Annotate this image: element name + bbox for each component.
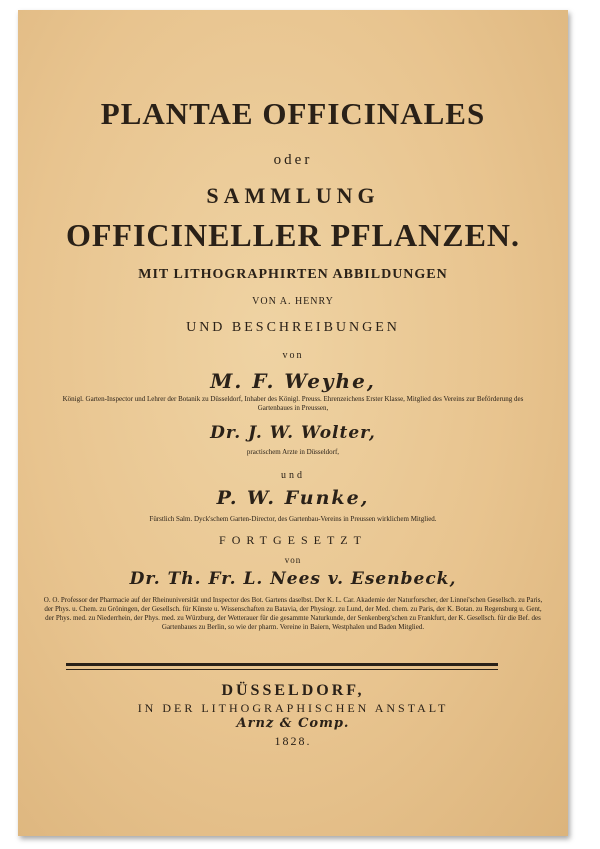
author-funke-description: Fürstlich Salm. Dyck'schem Garten-Director, des Gartenbau-Vereins in Preussen wirklichem Mitglied.	[149, 515, 437, 523]
von-text-2: von	[284, 555, 302, 565]
author-wolter: Dr. J. W. Wolter,	[210, 423, 376, 443]
imprint-city: DÜSSELDORF,	[221, 682, 365, 699]
und-text: und	[281, 470, 305, 481]
author-wolter-description: practischem Arzte in Düsseldorf,	[246, 448, 340, 456]
imprint-firm: Arnz & Comp.	[236, 716, 350, 731]
sammlung-text: SAMMLUNG	[206, 183, 380, 208]
author-nees-description: O. O. Professor der Pharmacie auf der Rheinuniversität und Inspector des Bot. Gartens daselbst. Der K. L. Car. Akademie der Naturforscher, der Linnei'schen Gesellsch. zu Paris, der Phys. u. Chem. zu Gröningen, der Gesellsch. für Künste u. Wissenschaften zu Batavia, der Physiogr. zu Lund, der Med. chem. zu Paris, der K. Botan. zu Regensburg u. Gent, der Phys. med. zu Niederrhein, der Phys. med. zu Würzburg, der Wetterauer für die gesammte Naturkunde, der Senkenberg'schen zu Frankfurt, der K. Gesellsch. für die Bef. des Gartenbaues zu Berlin, so wie der pharm. Vereine in Baiern, Westphalen und Baden Mitglied.	[43, 596, 543, 631]
book-subtitle: OFFICINELLER PFLANZEN.	[65, 217, 521, 253]
author-weyhe-description: Königl. Garten-Inspector und Lehrer der Botanik zu Düsseldorf, Inhaber des Königl. Preuss. Ehrenzeichens Erster Klasse, Mitglied des Vereins zur Beförderung des Gartenbaues in Preussen,	[62, 395, 524, 412]
oder-text: oder	[273, 152, 313, 168]
author-funke: P. W. Funke,	[216, 487, 370, 509]
imprint-year: 1828.	[274, 734, 312, 748]
double-rule-thick	[66, 663, 498, 666]
descriptions-line: UND BESCHREIBUNGEN	[186, 320, 400, 335]
imprint-publisher: IN DER LITHOGRAPHISCHEN ANSTALT	[137, 701, 449, 715]
illustrator-line: VON A. HENRY	[252, 296, 334, 307]
illustrations-line: MIT LITHOGRAPHIRTEN ABBILDUNGEN	[138, 267, 448, 282]
title-page	[18, 10, 568, 836]
double-rule-thin	[66, 669, 498, 670]
fortgesetzt-text: FORTGESETZT	[219, 533, 367, 547]
author-nees: Dr. Th. Fr. L. Nees v. Esenbeck,	[129, 569, 457, 589]
book-title: PLANTAE OFFICINALES	[100, 96, 486, 131]
author-weyhe: M. F. Weyhe,	[210, 369, 376, 393]
von-text-1: von	[282, 350, 304, 361]
